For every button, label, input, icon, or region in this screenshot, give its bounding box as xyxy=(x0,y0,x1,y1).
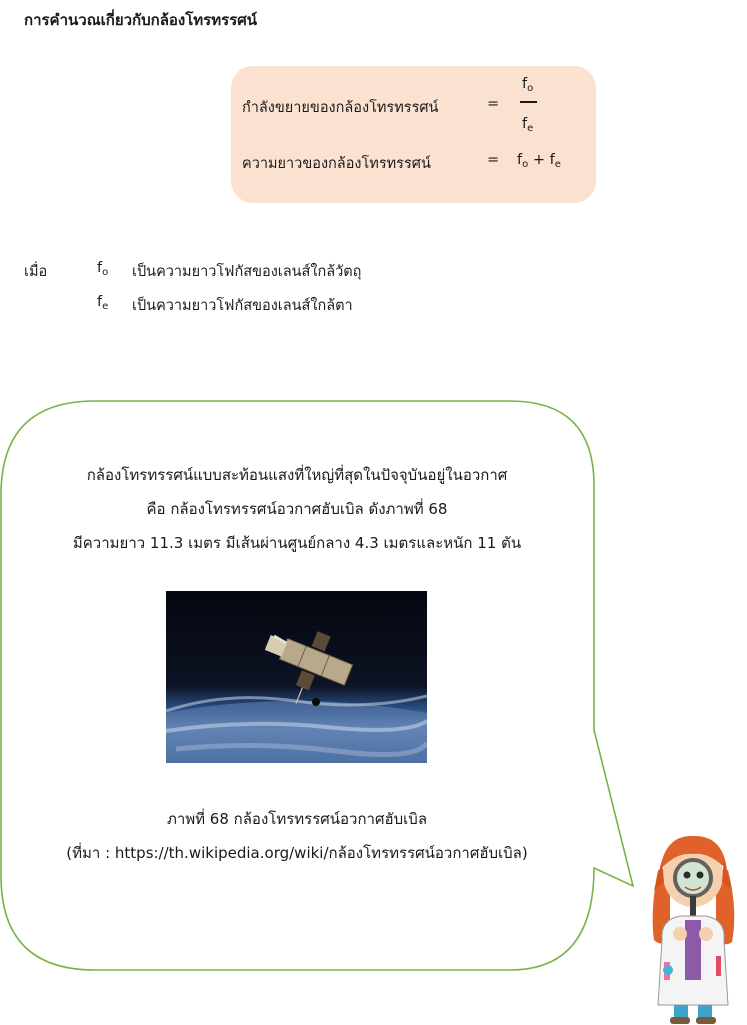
scientist-girl-illustration xyxy=(640,830,745,1025)
fraction-bar xyxy=(520,101,537,103)
equals-sign-2: = xyxy=(487,152,500,168)
bubble-line-3: มีความยาว 11.3 เมตร มีเส้นผ่านศูนย์กลาง 4.3 เมตรและหนัก 11 ตัน xyxy=(72,534,522,552)
image-caption: ภาพที่ 68 กล้องโทรทรรศน์อวกาศฮับเบิล xyxy=(166,810,428,828)
bubble-line-1: กล้องโทรทรรศน์แบบสะท้อนแสงที่ใหญ่ที่สุดในปัจจุบันอยู่ในอวกาศ xyxy=(86,466,508,484)
equals-sign: = xyxy=(487,96,500,112)
def-symbol-fe: $f_e$ xyxy=(97,294,109,312)
def-text-fe: เป็นความยาวโฟกัสของเลนส์ใกล้ตา xyxy=(132,298,353,314)
bubble-line-2: คือ กล้องโทรทรรศน์อวกาศฮับเบิล ดังภาพที่ 68 xyxy=(146,500,448,518)
def-text-fo: เป็นความยาวโฟกัสของเลนส์ใกล้วัตถุ xyxy=(132,264,362,280)
length-expression: $f_o + f_e$ xyxy=(517,152,561,170)
image-source: (ที่มา : https://th.wikipedia.org/wiki/กล้องโทรทรรศน์อวกาศฮับเบิล) xyxy=(66,844,528,862)
magnification-label: กำลังขยายของกล้องโทรทรรศน์ xyxy=(242,100,439,116)
hubble-telescope-image xyxy=(166,591,427,763)
when-label: เมื่อ xyxy=(24,264,48,280)
def-symbol-fo: $f_o$ xyxy=(97,260,109,278)
formula-box xyxy=(231,66,596,203)
fraction-denominator: $f_e$ xyxy=(522,116,534,134)
length-label: ความยาวของกล้องโทรทรรศน์ xyxy=(242,156,431,172)
page-title: การคำนวณเกี่ยวกับกล้องโทรทรรศน์ xyxy=(24,11,258,29)
fraction-numerator: $f_o$ xyxy=(522,76,534,94)
